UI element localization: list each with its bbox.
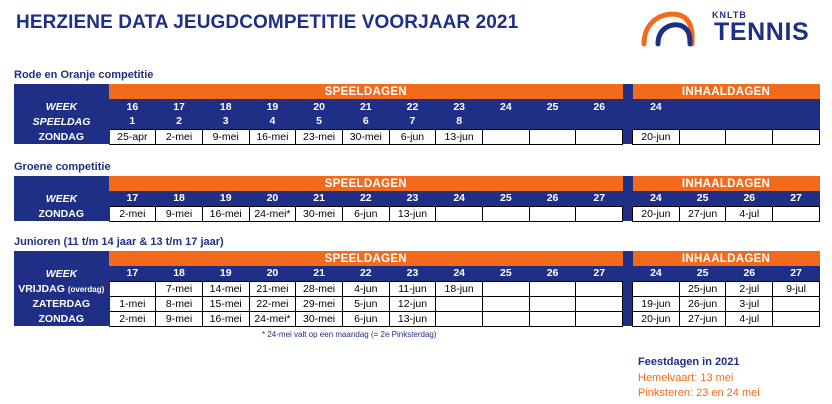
table-cell (483, 311, 530, 326)
table-cell (576, 281, 623, 296)
column-separator (623, 114, 633, 129)
table-cell: 16 (109, 99, 156, 114)
row-label (14, 266, 109, 281)
row-label (14, 311, 109, 326)
table-cell: 29-mei (296, 296, 343, 311)
table-cell: 2-jul (726, 281, 773, 296)
row-label (14, 281, 109, 296)
table-cell (483, 281, 530, 296)
column-separator (623, 129, 633, 144)
table-cell: 20 (249, 191, 296, 206)
table-cell (773, 114, 820, 129)
row-label-text: WEEK (45, 267, 78, 280)
table-cell: 20 (296, 99, 343, 114)
speeldagen-header: SPEELDAGEN (109, 84, 623, 99)
table-cell: 20-jun (633, 311, 680, 326)
table-cell (633, 114, 680, 129)
table-cell: 5 (296, 114, 343, 129)
table-cell: 22-mei (249, 296, 296, 311)
table-cell: 25 (483, 191, 530, 206)
header-spacer (14, 176, 109, 191)
logo-tennis-text: TENNIS (714, 18, 810, 46)
inhaaldagen-header: INHAALDAGEN (633, 84, 820, 99)
table-cell (576, 129, 623, 144)
row-label-text: ZONDAG (38, 312, 84, 325)
table-cell: 9-mei (156, 311, 203, 326)
row-label (14, 206, 109, 221)
table-row (14, 99, 820, 114)
schedule-table-groene (14, 176, 820, 222)
logo-arc-icon (636, 4, 716, 48)
table-cell: 4 (249, 114, 296, 129)
table-cell (529, 281, 576, 296)
table-cell (436, 311, 483, 326)
table-cell: 3 (202, 114, 249, 129)
table-cell (633, 281, 680, 296)
table-cell: 1-mei (109, 296, 156, 311)
table-cell: 30-mei (296, 311, 343, 326)
table-cell: 13-jun (389, 206, 436, 221)
table-cell: 24-mei* (249, 206, 296, 221)
table-cell: 19 (202, 266, 249, 281)
table-cell: 20-jun (633, 129, 680, 144)
table-cell: 2-mei (109, 206, 156, 221)
row-label-text: ZONDAG (38, 207, 84, 220)
table-cell: 14-mei (202, 281, 249, 296)
table-cell (109, 281, 156, 296)
table-cell (529, 129, 576, 144)
table-cell: 21 (296, 191, 343, 206)
row-label-text: WEEK (45, 100, 78, 113)
table-cell: 19 (202, 191, 249, 206)
table-cell: 28-mei (296, 281, 343, 296)
column-separator (623, 296, 633, 311)
table-cell: 25-apr (109, 129, 156, 144)
table-cell: 27-jun (679, 311, 726, 326)
table-cell: 26 (726, 266, 773, 281)
table-cell: 2 (156, 114, 203, 129)
column-separator (623, 266, 633, 281)
row-label-text: WEEK (45, 192, 78, 205)
table-cell: 6 (342, 114, 389, 129)
table-cell: 30-mei (342, 129, 389, 144)
table-cell: 2-mei (156, 129, 203, 144)
table-cell (773, 296, 820, 311)
table-cell (436, 296, 483, 311)
table-row (14, 296, 820, 311)
table-cell: 24 (436, 191, 483, 206)
row-label-text: SPEELDAG (32, 115, 91, 128)
table-cell: 23 (436, 99, 483, 114)
table-cell: 4-jul (726, 311, 773, 326)
table-cell: 22 (389, 99, 436, 114)
holiday-item: Hemelvaart: 13 mei (638, 372, 734, 384)
table-cell: 17 (109, 191, 156, 206)
table-cell: 26 (529, 191, 576, 206)
table-cell: 25-jun (679, 281, 726, 296)
table-cell: 5-jun (342, 296, 389, 311)
table-cell: 25 (679, 266, 726, 281)
table-row (14, 311, 820, 326)
table-cell: 18-jun (436, 281, 483, 296)
table-cell: 18 (156, 266, 203, 281)
row-label-text: ZATERDAG (32, 297, 91, 310)
table-cell (483, 114, 530, 129)
table-cell: 30-mei (296, 206, 343, 221)
schedule-table-junioren (14, 251, 820, 327)
section-title-rode-oranje: Rode en Oranje competitie (14, 69, 154, 81)
table-cell: 24 (633, 266, 680, 281)
table-cell: 6-jun (342, 206, 389, 221)
header-spacer (14, 251, 109, 266)
table-cell: 23 (389, 266, 436, 281)
table-cell: 17 (109, 266, 156, 281)
table-cell: 8-mei (156, 296, 203, 311)
row-label (14, 99, 109, 114)
table-row (14, 281, 820, 296)
schedule-table-rode-oranje (14, 84, 820, 145)
knltb-tennis-logo (636, 4, 822, 48)
speeldagen-header: SPEELDAGEN (109, 251, 623, 266)
table-cell (529, 114, 576, 129)
column-separator (623, 206, 633, 221)
row-label (14, 129, 109, 144)
table-cell: 24 (483, 99, 530, 114)
table-cell: 9-mei (202, 129, 249, 144)
holiday-item: Pinksteren: 23 en 24 mei (638, 387, 760, 399)
inhaaldagen-header: INHAALDAGEN (633, 251, 820, 266)
table-cell: 24 (633, 191, 680, 206)
row-label-note: (overdag) (67, 284, 105, 294)
table-cell: 16-mei (249, 129, 296, 144)
table-cell (773, 311, 820, 326)
table-cell (576, 114, 623, 129)
table-cell: 13-jun (436, 129, 483, 144)
table-cell: 17 (156, 99, 203, 114)
table-cell: 15-mei (202, 296, 249, 311)
table-cell: 22 (342, 191, 389, 206)
table-cell: 25 (483, 266, 530, 281)
table-cell (436, 206, 483, 221)
table-cell: 1 (109, 114, 156, 129)
table-cell: 26-jun (679, 296, 726, 311)
table-cell: 21 (342, 99, 389, 114)
page-title: HERZIENE DATA JEUGDCOMPETITIE VOORJAAR 2021 (16, 12, 519, 33)
table-cell (483, 129, 530, 144)
table-cell (726, 129, 773, 144)
table-cell (773, 129, 820, 144)
row-label (14, 296, 109, 311)
table-cell: 13-jun (389, 311, 436, 326)
table-cell: 26 (529, 266, 576, 281)
table-row (14, 129, 820, 144)
table-cell: 8 (436, 114, 483, 129)
table-cell (576, 311, 623, 326)
table-cell: 25 (679, 191, 726, 206)
table-row (14, 266, 820, 281)
row-label (14, 191, 109, 206)
table-cell: 9-jul (773, 281, 820, 296)
table-cell: 23 (389, 191, 436, 206)
table-cell: 22 (342, 266, 389, 281)
table-cell: 24 (633, 99, 680, 114)
table-cell (483, 206, 530, 221)
table-cell (773, 99, 820, 114)
table-cell: 18 (156, 191, 203, 206)
table-cell: 3-jul (726, 296, 773, 311)
table-cell: 26 (576, 99, 623, 114)
table-cell: 7-mei (156, 281, 203, 296)
table-row (14, 191, 820, 206)
table-cell: 6-jun (389, 129, 436, 144)
table-row (14, 114, 820, 129)
table-cell (483, 296, 530, 311)
table-cell: 27 (576, 266, 623, 281)
inhaaldagen-header: INHAALDAGEN (633, 176, 820, 191)
table-cell: 18 (202, 99, 249, 114)
holidays-title: Feestdagen in 2021 (638, 356, 740, 368)
table-cell (773, 206, 820, 221)
table-cell: 26 (726, 191, 773, 206)
table-cell: 16-mei (202, 206, 249, 221)
table-cell (529, 296, 576, 311)
table-cell: 4-jul (726, 206, 773, 221)
column-separator (623, 281, 633, 296)
table-cell (679, 129, 726, 144)
table-cell: 4-jun (342, 281, 389, 296)
speeldagen-header: SPEELDAGEN (109, 176, 623, 191)
section-title-junioren: Junioren (11 t/m 14 jaar & 13 t/m 17 jaar) (14, 236, 224, 248)
column-separator (623, 191, 633, 206)
table-cell: 19 (249, 99, 296, 114)
table-cell: 21 (296, 266, 343, 281)
table-cell: 2-mei (109, 311, 156, 326)
row-label-text: VRIJDAG (18, 282, 65, 295)
table-cell (529, 311, 576, 326)
column-separator (623, 99, 633, 114)
table-cell: 12-jun (389, 296, 436, 311)
table-cell: 24-mei* (249, 311, 296, 326)
table-cell: 23-mei (296, 129, 343, 144)
table-cell: 20-jun (633, 206, 680, 221)
table-cell (726, 99, 773, 114)
footnote: * 24-mei valt op een maandag (= 2e Pinksterdag) (262, 330, 437, 339)
row-label-text: ZONDAG (38, 130, 84, 143)
header-spacer (14, 84, 109, 99)
table-cell (679, 99, 726, 114)
table-cell: 7 (389, 114, 436, 129)
section-title-groene: Groene competitie (14, 161, 111, 173)
table-cell: 21-mei (249, 281, 296, 296)
table-cell: 6-jun (342, 311, 389, 326)
table-cell: 20 (249, 266, 296, 281)
table-cell (679, 114, 726, 129)
table-cell (726, 114, 773, 129)
table-cell: 24 (436, 266, 483, 281)
logo-knltb-text: KNLTB (712, 10, 747, 20)
table-cell: 9-mei (156, 206, 203, 221)
table-cell: 27-jun (679, 206, 726, 221)
column-separator (623, 311, 633, 326)
table-cell (529, 206, 576, 221)
table-cell: 19-jun (633, 296, 680, 311)
table-cell: 27 (773, 266, 820, 281)
table-cell: 27 (576, 191, 623, 206)
table-cell (576, 296, 623, 311)
table-cell: 27 (773, 191, 820, 206)
table-cell (576, 206, 623, 221)
table-cell: 25 (529, 99, 576, 114)
table-cell: 16-mei (202, 311, 249, 326)
table-row (14, 206, 820, 221)
row-label (14, 114, 109, 129)
table-cell: 11-jun (389, 281, 436, 296)
